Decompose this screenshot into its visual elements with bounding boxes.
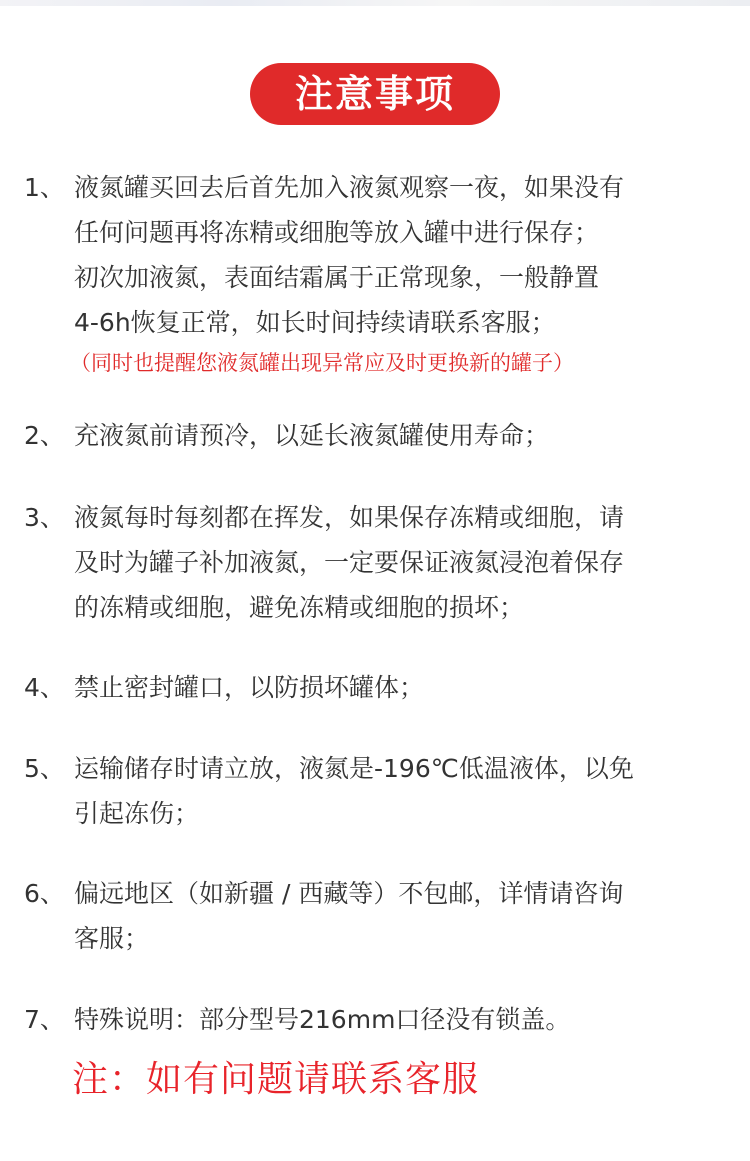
item-number: 3、 xyxy=(24,503,65,532)
item-text-line: 禁止密封罐口，以防损坏罐体； xyxy=(74,673,425,702)
item-text-line: 初次加液氮，表面结霜属于正常现象，一般静置 xyxy=(74,263,600,292)
item-text-line: 客服； xyxy=(74,924,150,953)
item-text-line: 液氮每时每刻都在挥发，如果保存冻精或细胞，请 xyxy=(74,503,625,532)
item-text-line: 液氮罐买回去后首先加入液氮观察一夜，如果没有 xyxy=(74,173,625,202)
item-text-line: 的冻精或细胞，避免冻精或细胞的损坏； xyxy=(74,593,525,622)
item-text-line: 偏远地区（如新疆 / 西藏等）不包邮，详情请咨询 xyxy=(74,879,624,908)
item-number: 2、 xyxy=(24,421,65,450)
top-decorative-strip xyxy=(0,0,750,6)
item-text-line: 充液氮前请预冷，以延长液氮罐使用寿命； xyxy=(74,421,550,450)
item-number: 7、 xyxy=(24,1005,65,1034)
item-text-line: 4-6h恢复正常，如长时间持续请联系客服； xyxy=(74,308,556,337)
item-text-line: 及时为罐子补加液氮，一定要保证液氮浸泡着保存 xyxy=(74,548,625,577)
page-title: 注意事项 xyxy=(250,63,500,125)
item-number: 1、 xyxy=(24,173,65,202)
contact-service-note: 注：如有问题请联系客服 xyxy=(72,1059,480,1100)
item-text-line: 任何问题再将冻精或细胞等放入罐中进行保存； xyxy=(74,218,600,247)
item-text-line: 特殊说明：部分型号216mm口径没有锁盖。 xyxy=(74,1005,571,1034)
item-text-line: 引起冻伤； xyxy=(74,799,200,828)
item-text-line: 运输储存时请立放，液氮是-196℃低温液体，以免 xyxy=(74,754,634,783)
item-number: 5、 xyxy=(24,754,65,783)
item-warning-note: （同时也提醒您液氮罐出现异常应及时更换新的罐子） xyxy=(70,351,574,375)
item-number: 4、 xyxy=(24,673,65,702)
item-number: 6、 xyxy=(24,879,65,908)
